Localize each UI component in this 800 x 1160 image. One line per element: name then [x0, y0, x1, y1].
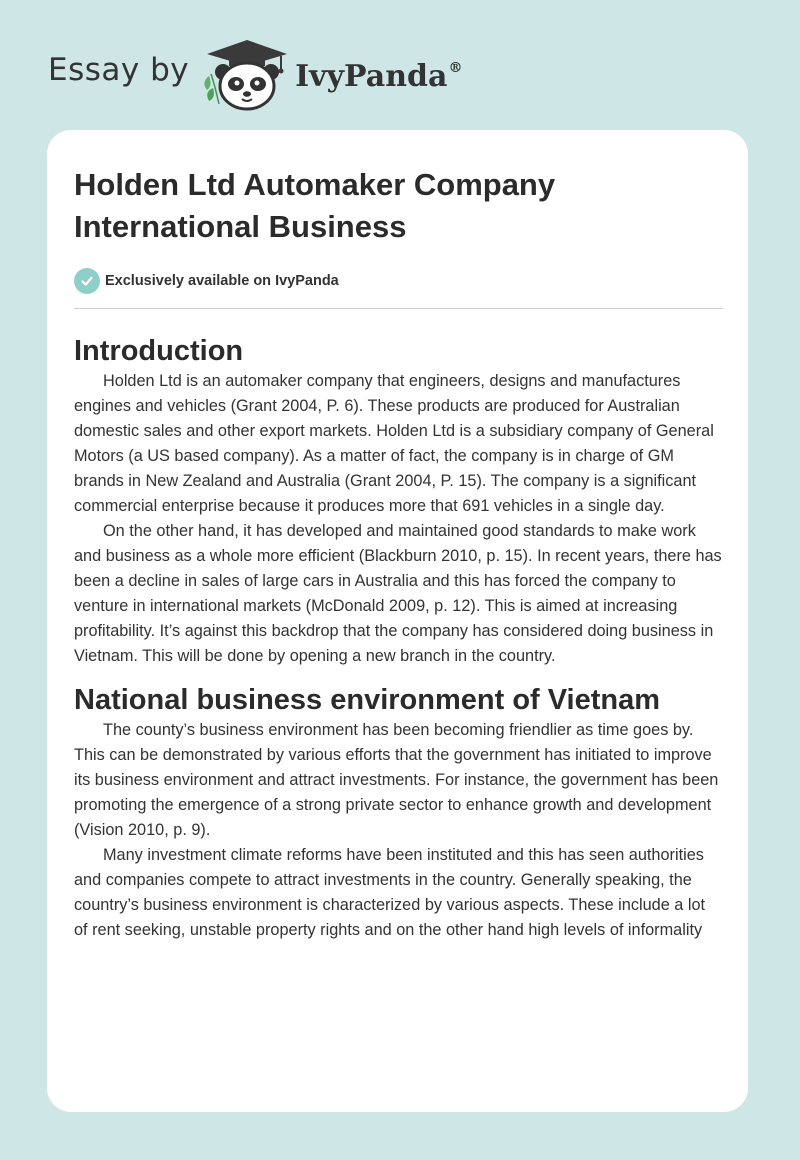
brand-name[interactable]: IvyPanda® [295, 58, 463, 94]
essay-content [74, 164, 723, 943]
paragraph: On the other hand, it has developed and maintained good standards to make work and business as a whole more efficient (Blackburn 2010, p. 15). In recent years, there has been a decline in sales of large cars in Australia and this has forced the company to venture in international markets (McDonald 2009, p. 12). This is aimed at increasing profitability. It’s against this backdrop that the company has considered doing business in Vietnam. This will be done by opening a new branch in the country. [74, 522, 722, 665]
exclusive-badge [74, 268, 723, 294]
site-header [48, 34, 462, 114]
paragraph: Holden Ltd is an automaker company that engineers, designs and manufactures engines and vehicles (Grant 2004, P. 6). These products are produced for Australian domestic sales and other export markets. Holden Ltd is a subsidiary company of General Motors (a US based company). As a matter of fact, the company is in charge of GM brands in New Zealand and Australia (Grant 2004, P. 15). The company is a significant commercial enterprise because it produces more that 691 vehicles in a single day. [74, 372, 714, 515]
paragraph: Many investment climate reforms have been instituted and this has seen authorities and companies compete to attract investments in the country. Generally speaking, the country’s business environment is characterized by various aspects. These include a lot of rent seeking, unstable property rights and on the other hand high levels of informality [74, 846, 706, 939]
section-heading-introduction: Introduction [74, 335, 244, 367]
paragraph: The county’s business environment has been becoming friendlier as time goes by. This can be demonstrated by various efforts that the government has initiated to improve its business environment and attract investments. For instance, the government has been promoting the emergence of a strong private sector to enhance growth and development (Vision 2010, p. 9). [74, 721, 719, 839]
section-heading-business-environment: National business environment of Vietnam [74, 684, 661, 716]
essay-by-label: Essay by [48, 52, 190, 88]
checkmark-icon [74, 268, 100, 294]
page-title: Holden Ltd Automaker Company International Business [74, 167, 556, 244]
exclusive-label: Exclusively available on IvyPanda [105, 273, 339, 289]
divider [74, 308, 723, 309]
panda-graduate-icon[interactable] [201, 36, 293, 112]
essay-card [47, 130, 748, 1112]
registered-mark: ® [448, 59, 463, 76]
